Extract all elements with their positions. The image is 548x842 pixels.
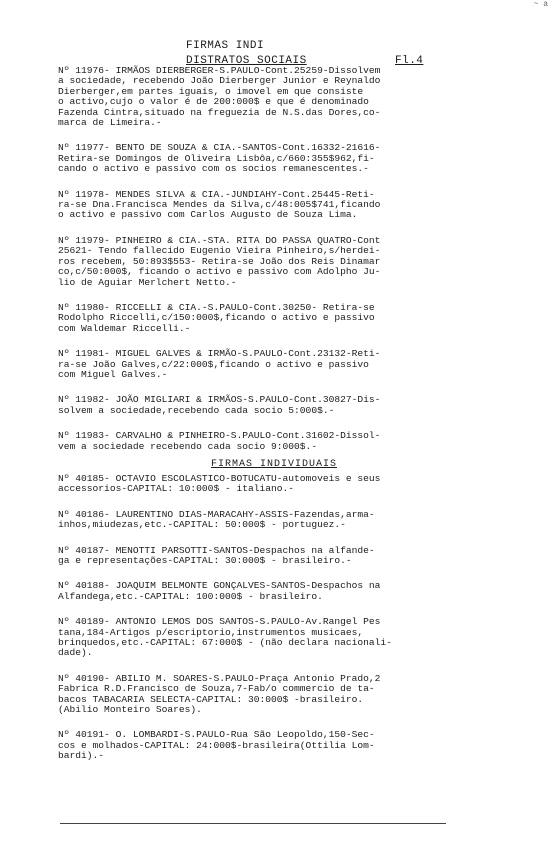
entries-list <box>58 66 450 777</box>
entry-40186: Nº 40186- LAURENTINO DIAS-MARACAHY-ASSIS-Fazendas,arma- inhos,miudezas,etc.-CAPITAL: 50:000$ - portuguez.- <box>58 508 375 531</box>
entry-40189: Nº 40189- ANTONIO LEMOS DOS SANTOS-S.PAULO-Av.Rangel Pes tana,184-Artigos p/escriptorio,instrumentos musicaes, brinquedos,etc.-CAPITAL: 67:000$ - (não declara nacionali- dade). <box>58 616 392 659</box>
entry-11980: Nº 11980- RICCELLI & CIA.-S.PAULO-Cont.30250- Retira-se Rodolpho Riccelli,c/150:000$,ficando o activo e passivo com Waldemar Riccelli.- <box>58 301 375 334</box>
page-subtitle: DISTRATOS SOCIAIS <box>186 55 307 67</box>
entry-11981: Nº 11981- MIGUEL GALVES & IRMÃO-S.PAULO-Cont.23132-Reti- ra-se João Galves,c/22:000$,ficando o activo e passivo com Miguel Galves.- <box>58 348 381 380</box>
section-title-firmas-individuais: FIRMAS INDIVIDUAIS <box>210 458 338 470</box>
sheet-number: Fl.4 <box>395 55 424 67</box>
entry-40191: Nº 40191- O. LOMBARDI-S.PAULO-Rua São Leopoldo,150-Sec- cos e molhados-CAPITAL: 24:000$-brasileira(Ottilia Lom- bardi).- <box>58 729 375 762</box>
bottom-rule <box>60 823 446 824</box>
entry-40185: Nº 40185- OCTAVIO ESCOLASTICO-BOTUCATU-automoveis e seus accessorios-CAPITAL: 10:000$ - italiano.- <box>58 472 381 495</box>
page-title: FIRMAS INDI <box>186 40 265 52</box>
margin-marks: ~ a <box>533 0 548 9</box>
entry-40190: Nº 40190- ABILIO M. SOARES-S.PAULO-Praça Antonio Prado,2 Fabrica R.D.Francisco de Souza,7-Fab/o commercio de ta- bacos TABACARIA SELECTA-CAPITAL: 30:000$ -brasileiro. (Abilio Monteiro Soares). <box>58 672 381 716</box>
entry-11982: Nº 11982- JOÃO MIGLIARI & IRMÃOS-S.PAULO-Cont.30827-Dis- solvem a sociedade,recebendo cada socio 5:000$.- <box>58 394 381 416</box>
entry-11979: Nº 11979- PINHEIRO & CIA.-STA. RITA DO PASSA QUATRO-Cont 25621- Tendo fallecido Eugenio Vieira Pinheiro,s/herdei- ros recebem, 50:893$553- Retira-se João dos Reis Dinamar co,c/50:000$, ficando o activo e passivo com Adolpho Ju- lio de Aguiar Merlchert Netto.- <box>58 234 381 288</box>
entry-11978: Nº 11978- MENDES SILVA & CIA.-JUNDIAHY-Cont.25445-Reti- ra-se Dna.Francisca Mendes da Silva,c/48:005$741,ficando o activo e passivo com Carlos Augusto de Souza Lima. <box>58 188 381 221</box>
entry-40187: Nº 40187- MENOTTI PARSOTTI-SANTOS-Despachos na alfande- ga e representações-CAPITAL: 30:000$ - brasileiro.- <box>58 544 375 566</box>
entry-11983: Nº 11983- CARVALHO & PINHEIRO-S.PAULO-Cont.31602-Dissol- vem a sociedade recebendo cada socio 9:000$.- <box>58 430 381 452</box>
entry-11977: Nº 11977- BENTO DE SOUZA & CIA.-SANTOS-Cont.16332-21616- Retira-se Domingos de Oliveira Lisbôa,c/660:355$962,fi- cando o activo e passivo com os socios remanescentes.- <box>58 142 381 175</box>
entry-11976: Nº 11976- IRMÃOS DIERBERGER-S.PAULO-Cont.25259-Dissolvem a sociedade, recebendo João Dierberger Junior e Reynaldo Dierberger,em partes iguais, o imovel em que consiste o activo,cujo o valor é de 200:000$ e que é denominado Fazenda Cintra,situado na freguezia de N.S.das Dores,co- marca de Limeira.- <box>58 65 381 129</box>
entry-40188: Nº 40188- JOAQUIM BELMONTE GONÇALVES-SANTOS-Despachos na Alfandega,etc.-CAPITAL: 100:000$ - brasileiro. <box>58 580 381 602</box>
